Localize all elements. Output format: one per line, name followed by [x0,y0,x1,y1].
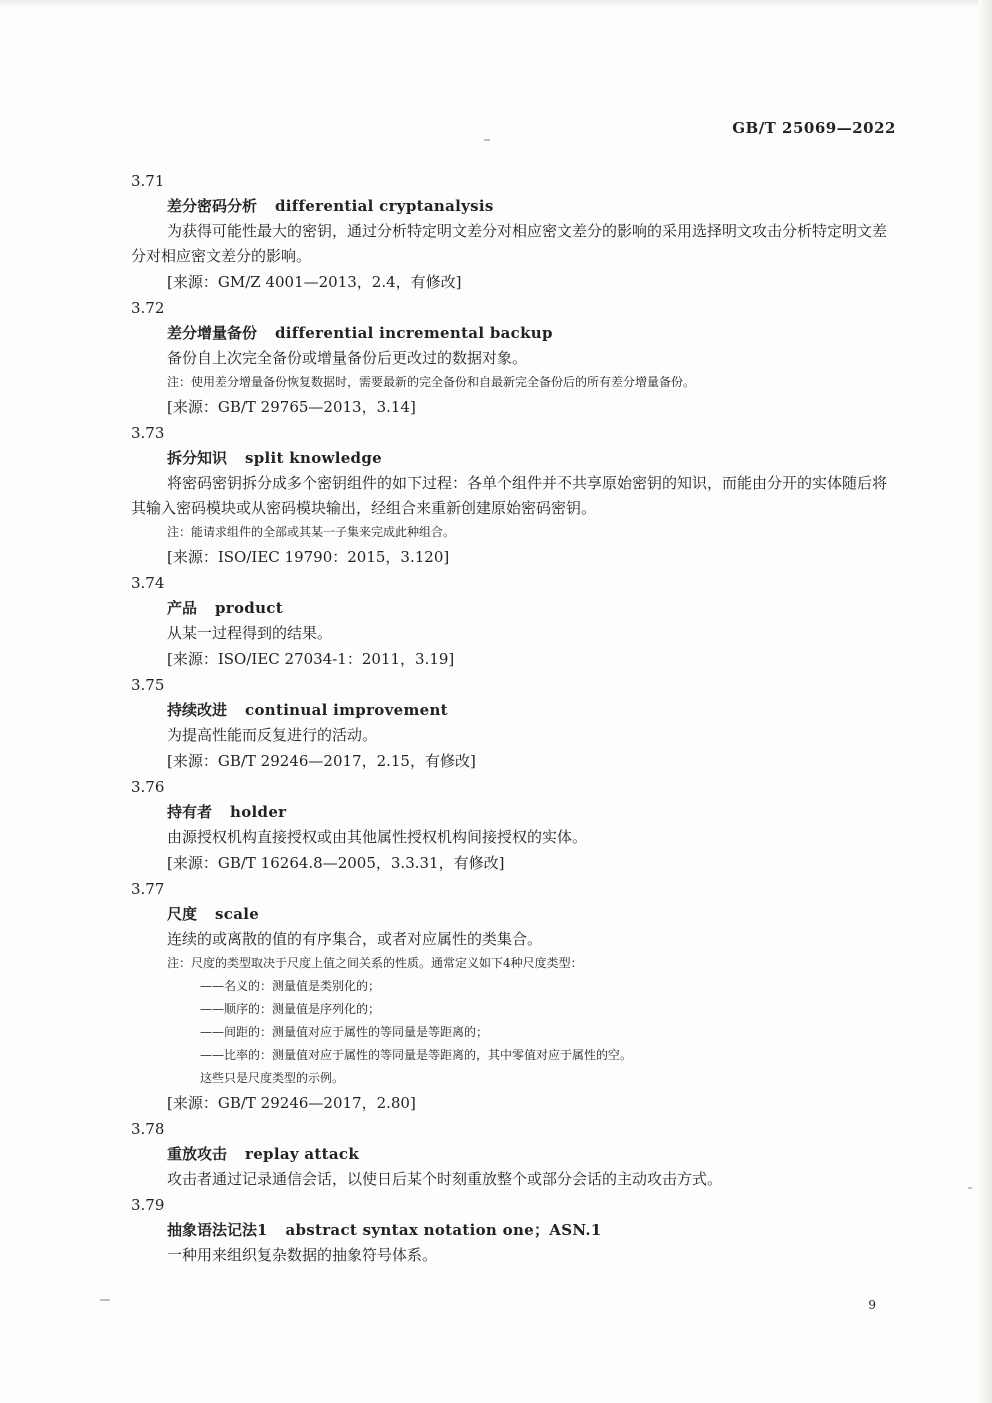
term-english: differential incremental backup [275,324,553,342]
entry-number: 3.72 [131,299,165,317]
term-heading [167,902,992,927]
page-number: 9 [868,1298,876,1312]
term-source: [来源：GB/T 29246—2017，2.80] [167,1094,416,1112]
term-english: differential cryptanalysis [275,197,494,215]
term-chinese: 拆分知识 [167,449,228,467]
term-english: abstract syntax notation one；ASN.1 [285,1221,602,1239]
term-entry-3-71 [0,168,992,295]
term-english: continual improvement [245,701,448,719]
term-entry-3-79 [0,1192,992,1268]
term-english: holder [230,803,287,821]
term-definition: 从某一过程得到的结果。 [167,624,333,642]
term-source: [来源：ISO/IEC 19790：2015，3.120] [167,548,450,566]
term-english: product [215,599,283,617]
term-entry-3-74 [0,570,992,672]
entry-number: 3.73 [131,424,165,442]
note-list-item: ——间距的：测量值对应于属性的等同量是等距离的； [200,1025,489,1039]
term-chinese: 差分密码分析 [167,197,258,215]
note-list-item: ——名义的：测量值是类别化的； [200,979,381,993]
term-definition: 备份自上次完全备份或增量备份后更改过的数据对象。 [167,349,528,367]
standard-code-header: GB/T 25069—2022 [732,119,896,137]
term-english: split knowledge [245,449,382,467]
term-heading [167,1218,992,1243]
term-source: [来源：GB/T 29765—2013，3.14] [167,398,416,416]
term-entry-3-72 [0,295,992,420]
term-source: [来源：GB/T 16264.8—2005，3.3.31，有修改] [167,854,505,872]
term-definition: 为获得可能性最大的密钥，通过分析特定明文差分对相应密文差分的影响的采用选择明文攻击分析特定明文差分对相应密文差分的影响。 [131,222,888,265]
term-entry-3-75 [0,672,992,774]
term-chinese: 持有者 [167,803,213,821]
term-definition: 一种用来组织复杂数据的抽象符号体系。 [167,1246,438,1264]
term-source: [来源：GM/Z 4001—2013，2.4，有修改] [167,273,462,291]
entry-number: 3.77 [131,880,165,898]
entry-number: 3.79 [131,1196,165,1214]
term-heading [167,698,992,723]
term-entry-3-77 [0,876,992,1116]
term-source: [来源：GB/T 29246—2017，2.15，有修改] [167,752,476,770]
term-definition: 连续的或离散的值的有序集合，或者对应属性的类集合。 [167,930,543,948]
term-note: 注：尺度的类型取决于尺度上值之间关系的性质。通常定义如下4种尺度类型： [167,956,583,970]
entry-number: 3.76 [131,778,165,796]
term-definition: 由源授权机构直接授权或由其他属性授权机构间接授权的实体。 [167,828,588,846]
entry-number: 3.74 [131,574,165,592]
scan-speck [968,1187,972,1189]
term-entry-3-78 [0,1116,992,1192]
term-heading [167,800,992,825]
term-definition: 为提高性能而反复进行的活动。 [167,726,378,744]
term-chinese: 尺度 [167,905,198,923]
term-definition: 将密码密钥拆分成多个密钥组件的如下过程：各单个组件并不共享原始密钥的知识，而能由分开的实体随后将其输入密码模块或从密码模块输出，经组合来重新创建原始密码密钥。 [131,474,888,517]
term-source: [来源：ISO/IEC 27034-1：2011，3.19] [167,650,455,668]
terms-content [0,168,992,1268]
note-tail: 这些只是尺度类型的示例。 [200,1071,345,1085]
term-english: replay attack [245,1145,360,1163]
term-entry-3-76 [0,774,992,876]
note-list-item: ——顺序的：测量值是序列化的； [200,1002,381,1016]
term-heading [167,321,992,346]
scan-speck [484,139,490,141]
term-heading [167,596,992,621]
term-heading [167,194,992,219]
term-chinese: 重放攻击 [167,1145,228,1163]
term-chinese: 持续改进 [167,701,228,719]
term-note: 注：使用差分增量备份恢复数据时，需要最新的完全备份和自最新完全备份后的所有差分增量备份。 [167,375,696,389]
term-definition: 攻击者通过记录通信会话，以使日后某个时刻重放整个或部分会话的主动攻击方式。 [167,1170,723,1188]
term-chinese: 抽象语法记法1 [167,1221,268,1239]
term-chinese: 差分增量备份 [167,324,258,342]
term-heading [167,1142,992,1167]
entry-number: 3.71 [131,172,165,190]
term-note: 注：能请求组件的全部或其某一子集来完成此种组合。 [167,525,456,539]
entry-number: 3.78 [131,1120,165,1138]
term-entry-3-73 [0,420,992,570]
term-heading [167,446,992,471]
entry-number: 3.75 [131,676,165,694]
scan-speck [100,1299,110,1301]
note-list-item: ——比率的：测量值对应于属性的等同量是等距离的，其中零值对应于属性的空。 [200,1048,633,1062]
scan-edge-top [0,0,992,8]
term-chinese: 产品 [167,599,198,617]
term-english: scale [215,905,260,923]
